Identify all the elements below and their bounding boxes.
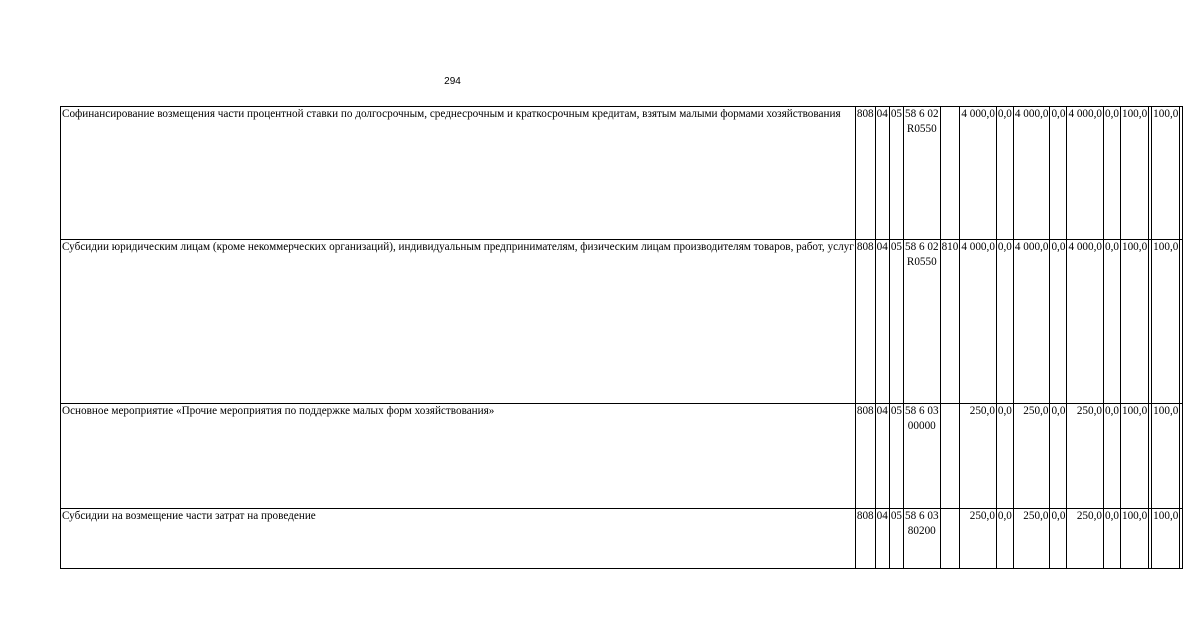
ministry-code: 808 bbox=[855, 107, 875, 240]
expense-type-code: 810 bbox=[940, 240, 960, 404]
percent-cell bbox=[1180, 404, 1183, 509]
value-cell: 250,0 bbox=[1067, 509, 1104, 569]
value-cell: 250,0 bbox=[1067, 404, 1104, 509]
percent-cell: 100,0 bbox=[1120, 509, 1148, 569]
table-row bbox=[61, 404, 1183, 509]
ministry-code: 808 bbox=[855, 404, 875, 509]
budget-table bbox=[60, 106, 1183, 569]
percent-cell bbox=[1180, 107, 1183, 240]
value-cell: 0,0 bbox=[1104, 509, 1121, 569]
table-row bbox=[61, 107, 1183, 240]
percent-cell: 100,0 bbox=[1120, 107, 1148, 240]
row-name: Субсидии юридическим лицам (кроме некоммерческих организаций), индивидуальным предпринимателям, физическим лицам производителям товаров, работ, услуг bbox=[61, 240, 856, 404]
expense-type-code bbox=[940, 509, 960, 569]
value-cell: 4 000,0 bbox=[1013, 240, 1050, 404]
subsection-code: 05 bbox=[889, 240, 903, 404]
expense-type-code bbox=[940, 404, 960, 509]
target-article-code bbox=[904, 509, 941, 569]
value-cell: 4 000,0 bbox=[960, 240, 997, 404]
section-code: 04 bbox=[875, 404, 889, 509]
target-code-line2: 80200 bbox=[907, 525, 936, 538]
target-article-code bbox=[904, 240, 941, 404]
section-code: 04 bbox=[875, 240, 889, 404]
value-cell: 4 000,0 bbox=[1067, 240, 1104, 404]
percent-cell: 100,0 bbox=[1120, 240, 1148, 404]
target-code-line2: R0550 bbox=[906, 123, 937, 136]
row-name: Софинансирование возмещения части процентной ставки по долгосрочным, среднесрочным и краткосрочным кредитам, взятым малыми формами хозяйствования bbox=[61, 107, 856, 240]
row-name: Основное мероприятие «Прочие мероприятия по поддержке малых форм хозяйствования» bbox=[61, 404, 856, 509]
value-cell: 0,0 bbox=[996, 240, 1013, 404]
table-row bbox=[61, 509, 1183, 569]
target-article-code bbox=[904, 404, 941, 509]
value-cell: 4 000,0 bbox=[960, 107, 997, 240]
value-cell: 0,0 bbox=[1104, 404, 1121, 509]
value-cell: 0,0 bbox=[1104, 107, 1121, 240]
value-cell: 0,0 bbox=[1104, 240, 1121, 404]
percent-cell: 100,0 bbox=[1152, 107, 1180, 240]
section-code: 04 bbox=[875, 509, 889, 569]
target-code-line2: 00000 bbox=[907, 420, 936, 433]
ministry-code: 808 bbox=[855, 240, 875, 404]
target-code-line1: 58 6 02 bbox=[905, 241, 939, 253]
target-code-line2: R0550 bbox=[906, 256, 937, 269]
value-cell: 250,0 bbox=[1013, 509, 1050, 569]
percent-cell: 100,0 bbox=[1152, 509, 1180, 569]
value-cell: 250,0 bbox=[960, 509, 997, 569]
target-code-line1: 58 6 02 bbox=[905, 108, 939, 120]
value-cell: 0,0 bbox=[996, 107, 1013, 240]
value-cell: 0,0 bbox=[996, 404, 1013, 509]
page-number: 294 bbox=[444, 76, 461, 87]
target-code-line1: 58 6 03 bbox=[905, 510, 939, 522]
subsection-code: 05 bbox=[889, 107, 903, 240]
value-cell: 0,0 bbox=[1050, 404, 1067, 509]
percent-cell: 100,0 bbox=[1152, 404, 1180, 509]
value-cell: 250,0 bbox=[960, 404, 997, 509]
value-cell: 0,0 bbox=[1050, 509, 1067, 569]
subsection-code: 05 bbox=[889, 509, 903, 569]
value-cell: 250,0 bbox=[1013, 404, 1050, 509]
percent-cell: 100,0 bbox=[1152, 240, 1180, 404]
percent-cell bbox=[1180, 509, 1183, 569]
table-row bbox=[61, 240, 1183, 404]
subsection-code: 05 bbox=[889, 404, 903, 509]
target-article-code bbox=[904, 107, 941, 240]
percent-cell: 100,0 bbox=[1120, 404, 1148, 509]
expense-type-code bbox=[940, 107, 960, 240]
value-cell: 0,0 bbox=[996, 509, 1013, 569]
value-cell: 4 000,0 bbox=[1067, 107, 1104, 240]
value-cell: 0,0 bbox=[1050, 107, 1067, 240]
ministry-code: 808 bbox=[855, 509, 875, 569]
percent-cell bbox=[1180, 240, 1183, 404]
row-name: Субсидии на возмещение части затрат на проведение bbox=[61, 509, 856, 569]
value-cell: 0,0 bbox=[1050, 240, 1067, 404]
target-code-line1: 58 6 03 bbox=[905, 405, 939, 417]
section-code: 04 bbox=[875, 107, 889, 240]
value-cell: 4 000,0 bbox=[1013, 107, 1050, 240]
